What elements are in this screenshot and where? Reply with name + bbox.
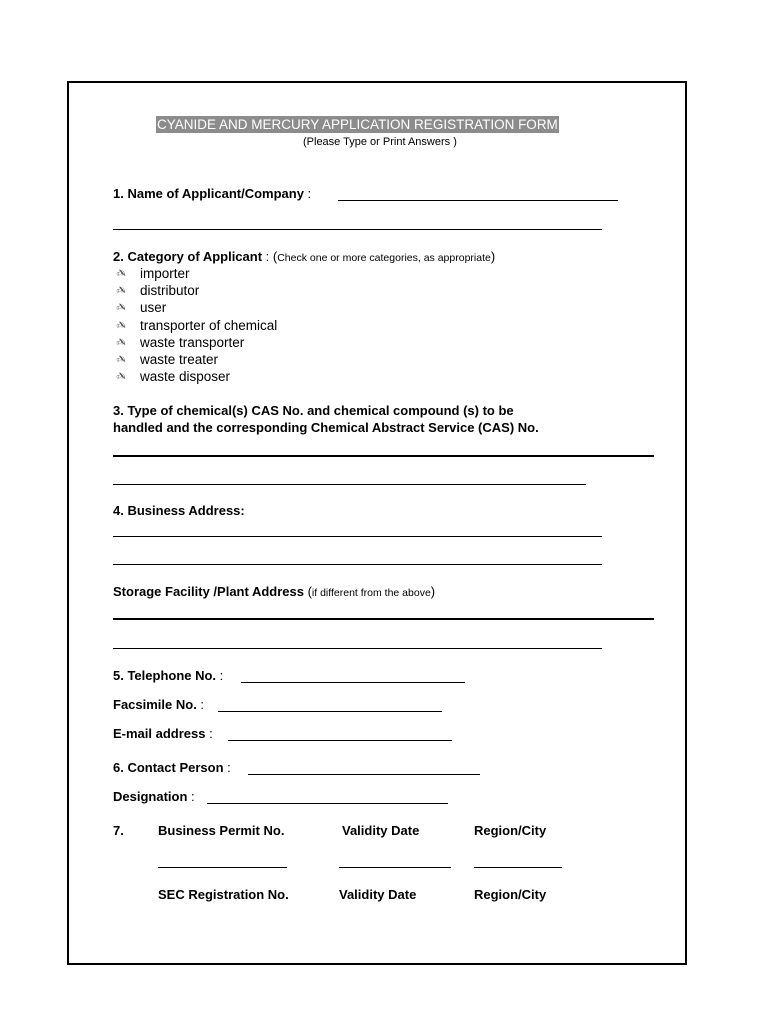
writing-hand-icon: ✍ (116, 285, 126, 298)
email-separator: : (205, 726, 213, 741)
storage-close: ) (430, 584, 436, 599)
email-label: E-mail address (113, 726, 206, 741)
validity-date-label: Validity Date (342, 823, 420, 838)
form-title: CYANIDE AND MERCURY APPLICATION REGISTRATION FORM (157, 117, 558, 132)
storage-answer-line[interactable] (113, 618, 654, 620)
email-label-row (113, 726, 213, 741)
q6-separator: : (223, 760, 231, 775)
designation-separator: : (187, 789, 195, 804)
q4-label: 4. Business Address: (113, 503, 245, 518)
designation-answer-line[interactable] (207, 803, 448, 804)
category-item-distributor[interactable] (113, 282, 277, 299)
q4-answer-line-2[interactable] (113, 564, 602, 565)
q6-label-row (113, 760, 231, 775)
storage-label-row (113, 584, 435, 599)
fax-label: Facsimile No. (113, 697, 197, 712)
form-subtitle: (Please Type or Print Answers ) (303, 136, 457, 148)
validity-date-answer-line[interactable] (339, 867, 451, 868)
q5-separator: : (216, 668, 224, 683)
q1-label: 1. Name of Applicant/Company (113, 186, 304, 201)
designation-label-row (113, 789, 195, 804)
category-label: waste transporter (140, 334, 245, 350)
writing-hand-icon: ✍ (116, 336, 126, 349)
q3-label-line-2: handled and the corresponding Chemical Abstract Service (CAS) No. (113, 420, 539, 435)
q3-label-line-1: 3. Type of chemical(s) CAS No. and chemical compound (s) to be (113, 403, 514, 418)
q2-note: Check one or more categories, as appropriate (277, 252, 491, 264)
category-item-waste-disposer[interactable] (113, 368, 277, 385)
q1-answer-line[interactable] (338, 200, 618, 201)
category-list (113, 265, 277, 385)
category-label: importer (140, 266, 190, 282)
category-item-waste-transporter[interactable] (113, 334, 277, 351)
storage-answer-line-2[interactable] (113, 648, 602, 649)
q6-label: 6. Contact Person (113, 760, 224, 775)
region-city-label: Region/City (474, 823, 547, 838)
q2-separator: : ( (262, 249, 278, 264)
writing-hand-icon: ✍ (116, 268, 126, 281)
q1-separator: : (303, 186, 312, 201)
q2-label: 2. Category of Applicant (113, 249, 263, 264)
q4-answer-line[interactable] (113, 536, 602, 537)
q1-answer-line-2[interactable] (113, 229, 602, 230)
q3-answer-line-2[interactable] (113, 484, 586, 485)
category-label: waste treater (140, 352, 219, 368)
fax-label-row (113, 697, 204, 712)
category-label: distributor (140, 283, 200, 299)
business-permit-label: Business Permit No. (158, 823, 285, 838)
sec-registration-label: SEC Registration No. (158, 887, 289, 902)
region-city-answer-line[interactable] (474, 867, 562, 868)
category-label: transporter of chemical (140, 317, 278, 333)
q5-label-row (113, 668, 223, 683)
storage-open: ( (303, 584, 312, 599)
q3-answer-line[interactable] (113, 455, 654, 457)
category-label: waste disposer (140, 369, 231, 385)
q7-number: 7. (113, 823, 124, 838)
q1-label-row (113, 186, 311, 201)
designation-label: Designation (113, 789, 188, 804)
category-item-transporter-of-chemical[interactable] (113, 317, 277, 334)
sec-region-city-label: Region/City (474, 887, 547, 902)
fax-separator: : (196, 697, 205, 712)
fax-answer-line[interactable] (218, 711, 442, 712)
sec-validity-date-label: Validity Date (339, 887, 417, 902)
storage-label: Storage Facility /Plant Address (113, 584, 304, 599)
q2-label-row (113, 249, 495, 264)
writing-hand-icon: ✍ (116, 354, 126, 367)
writing-hand-icon: ✍ (116, 371, 126, 384)
storage-note: if different from the above (311, 587, 431, 599)
writing-hand-icon: ✍ (116, 319, 126, 332)
category-label: user (140, 300, 167, 316)
business-permit-answer-line[interactable] (158, 867, 287, 868)
contact-person-answer-line[interactable] (248, 774, 480, 775)
category-item-user[interactable] (113, 299, 277, 316)
writing-hand-icon: ✍ (116, 302, 126, 315)
category-item-waste-treater[interactable] (113, 351, 277, 368)
category-item-importer[interactable] (113, 265, 277, 282)
q2-close: ) (490, 249, 496, 264)
q5-label: 5. Telephone No. (113, 668, 217, 683)
telephone-answer-line[interactable] (241, 682, 465, 683)
email-answer-line[interactable] (228, 740, 452, 741)
